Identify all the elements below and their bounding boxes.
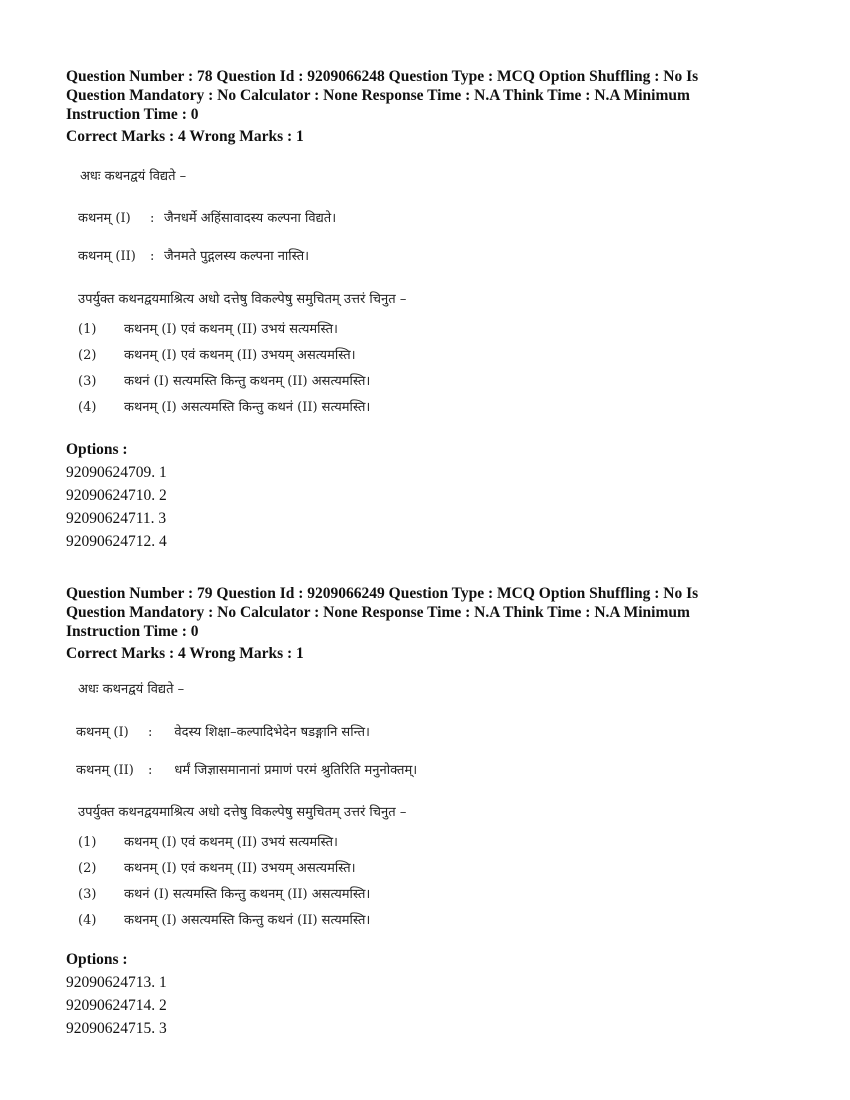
statement-row [78, 208, 336, 226]
choice-text: कथनम् (I) असत्यमस्ति किन्तु कथनं (II) सत्यमस्ति। [124, 913, 371, 928]
statement-colon: : [150, 249, 155, 264]
choice-row [78, 884, 370, 902]
choice-number: (2) [78, 861, 97, 876]
question-meta-line: Instruction Time : 0 [66, 106, 199, 123]
statement-label: कथनम् (I) [78, 211, 131, 226]
options-label: Options : [66, 441, 128, 458]
option-item: 92090624709. 1 [66, 464, 167, 481]
statement-colon: : [148, 763, 153, 778]
question-intro: अधः कथनद्वयं विद्यते – [78, 682, 185, 697]
question-instruction: उपर्युक्त कथनद्वयमाश्रित्य अधो दत्तेषु विकल्पेषु समुचितम् उत्तरं चिनुत – [78, 292, 407, 307]
statement-text: धर्मं जिज्ञासमानानां प्रमाणं परमं श्रुतिरिति मनुनोक्तम्। [174, 763, 418, 778]
statement-label: कथनम् (II) [76, 763, 134, 778]
marks-line: Correct Marks : 4 Wrong Marks : 1 [66, 645, 304, 662]
choice-row [78, 832, 338, 850]
options-label: Options : [66, 951, 128, 968]
option-item: 92090624714. 2 [66, 997, 167, 1014]
question-meta-line: Instruction Time : 0 [66, 623, 199, 640]
choice-number: (4) [78, 400, 97, 415]
question-intro: अधः कथनद्वयं विद्यते – [80, 169, 187, 184]
choice-number: (2) [78, 348, 97, 363]
choice-text: कथनं (I) सत्यमस्ति किन्तु कथनम् (II) असत्यमस्ति। [124, 887, 371, 902]
option-item: 92090624711. 3 [66, 510, 167, 527]
question-header [66, 67, 786, 124]
option-item: 92090624712. 4 [66, 533, 167, 550]
question-instruction: उपर्युक्त कथनद्वयमाश्रित्य अधो दत्तेषु विकल्पेषु समुचितम् उत्तरं चिनुत – [78, 805, 407, 820]
choice-text: कथनम् (I) एवं कथनम् (II) उभयम् असत्यमस्ति। [124, 348, 356, 363]
choice-number: (3) [78, 374, 97, 389]
choice-row [78, 319, 338, 337]
statement-text: जैनधर्मे अहिंसावादस्य कल्पना विद्यते। [164, 211, 337, 226]
choice-row [78, 397, 370, 415]
choice-text: कथनम् (I) एवं कथनम् (II) उभयं सत्यमस्ति। [124, 322, 338, 337]
choice-text: कथनम् (I) असत्यमस्ति किन्तु कथनं (II) सत्यमस्ति। [124, 400, 371, 415]
marks-line: Correct Marks : 4 Wrong Marks : 1 [66, 128, 304, 145]
statement-label: कथनम् (I) [76, 725, 129, 740]
statement-row [76, 722, 370, 740]
statement-label: कथनम् (II) [78, 249, 136, 264]
option-item: 92090624713. 1 [66, 974, 167, 991]
choice-row [78, 345, 356, 363]
option-item: 92090624710. 2 [66, 487, 167, 504]
choice-row [78, 858, 356, 876]
choice-number: (1) [78, 322, 97, 337]
choice-row [78, 910, 370, 928]
question-meta-line: Question Mandatory : No Calculator : None Response Time : N.A Think Time : N.A Minimum [66, 87, 690, 104]
choice-number: (4) [78, 913, 97, 928]
statement-text: वेदस्य शिक्षा–कल्पादिभेदेन षडङ्गानि सन्ति। [174, 725, 370, 740]
question-meta-line: Question Number : 78 Question Id : 9209066248 Question Type : MCQ Option Shuffling : No Is [66, 68, 699, 85]
statement-colon: : [150, 211, 155, 226]
option-item: 92090624715. 3 [66, 1020, 167, 1037]
statement-text: जैनमते पुद्गलस्य कल्पना नास्ति। [164, 249, 310, 264]
statement-row [76, 760, 417, 778]
choice-text: कथनम् (I) एवं कथनम् (II) उभयं सत्यमस्ति। [124, 835, 338, 850]
choice-row [78, 371, 370, 389]
choice-number: (1) [78, 835, 97, 850]
choice-text: कथनम् (I) एवं कथनम् (II) उभयम् असत्यमस्ति। [124, 861, 356, 876]
question-meta-line: Question Number : 79 Question Id : 9209066249 Question Type : MCQ Option Shuffling : No Is [66, 585, 699, 602]
choice-text: कथनं (I) सत्यमस्ति किन्तु कथनम् (II) असत्यमस्ति। [124, 374, 371, 389]
question-header [66, 584, 786, 641]
statement-colon: : [148, 725, 153, 740]
statement-row [78, 246, 309, 264]
question-meta-line: Question Mandatory : No Calculator : None Response Time : N.A Think Time : N.A Minimum [66, 604, 690, 621]
choice-number: (3) [78, 887, 97, 902]
